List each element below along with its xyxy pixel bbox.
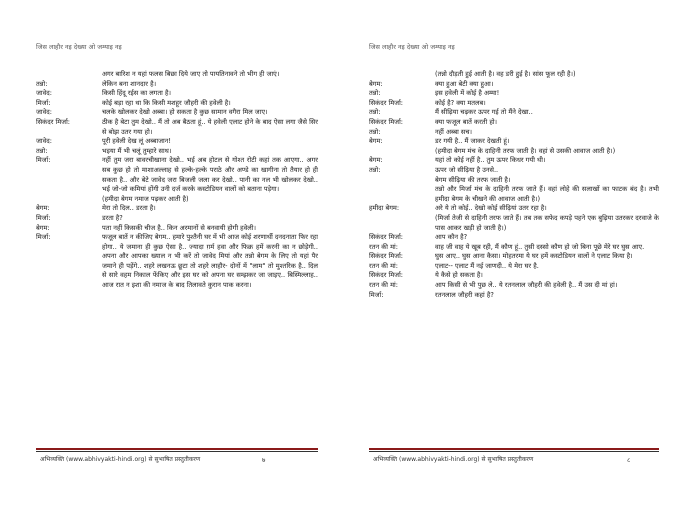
- speaker: तन्नो:: [369, 89, 381, 98]
- speaker: सिकंदर मिर्जा:: [369, 233, 403, 242]
- speaker: रतन की मां:: [369, 281, 398, 290]
- dialogue: डरता है?: [102, 213, 123, 222]
- dialogue-row: [36, 224, 318, 234]
- running-head: जिस लाहौर नइ देख्या ओ जम्याइ नइ: [36, 43, 122, 51]
- dialogue: क्या फजूल बातें करती हो।: [435, 117, 498, 126]
- dialogue: चलके खोलकर देखो अब्बा। हो सकता है कुछ सामान वगैरा मिल जाए।: [102, 108, 268, 117]
- dialogue: कोई है? क्या मतलब।: [435, 98, 486, 107]
- speaker: रतन की मां:: [369, 261, 398, 270]
- dialogue-row: [369, 99, 659, 109]
- dialogue-row: [369, 271, 659, 281]
- speaker: सिकंदर मिर्जा:: [369, 252, 403, 261]
- dialogue-row: [369, 233, 659, 243]
- dialogue-row: [369, 80, 659, 90]
- speaker: बेगम:: [369, 156, 383, 165]
- dialogue: घुस आए.. घुस आना कैसा। मोहतरमा ये घर हमें कस्टोडियन वालों ने एलाट किया है।: [435, 252, 633, 261]
- dialogue: कोई बड़ा रहा था कि किसी मशहूर जौहरी की हवेली है।: [102, 98, 231, 107]
- page-number: ७: [262, 456, 266, 464]
- running-head: जिस लाहौर नइ देख्या ओ जम्याइ नइ: [369, 43, 455, 51]
- dialogue: अगर बारिश न यहां फलस बिछा दिये जाए तो पायतिनावने तो भीग ही जाएं।: [102, 70, 280, 78]
- dialogue: अरे ये तो कोई.. देखो कोई सीढ़ियां उतर रहा है।: [435, 204, 547, 213]
- footer-rule-thin: [369, 451, 659, 452]
- dialogue: नहीं अब्बा सच।: [435, 127, 473, 136]
- dialogue-row: [36, 80, 318, 90]
- dialogue-row: [36, 137, 318, 147]
- speaker: जावेद:: [36, 89, 52, 98]
- speaker: [369, 70, 435, 80]
- dialogue: ये कैसे हो सकता है।: [435, 271, 483, 280]
- speaker: मिर्जा:: [36, 98, 51, 107]
- dialogue-row: [36, 214, 318, 224]
- dialogue: नहीं तुम जरा बावरचीखाना देखो.. भई अब होटल से गोश्त रोटी कहां तक आएगा.. अगर सब कुछ हो तो माशाअल्लाह से हल्के-हल्के पराठे और अण्डे का खागीना तो तैयार हो ही सकता है.. और बेटे जावेद जरा बिजली जला कर देखो.. पानी का नल भी खोलकर देखो.. भई जो-जो कमियां होंगी उनी दर्ज करके कस्टोडियन वालों को बताना पड़ेगा।: [102, 156, 318, 194]
- dialogue-row: [369, 243, 659, 253]
- speaker: तन्नो:: [369, 165, 381, 174]
- dialogue-row: [369, 252, 659, 262]
- dialogue-row: [36, 108, 318, 118]
- dialogue: इस हवेली में कोई है अम्मा!: [435, 89, 500, 98]
- speaker: मिर्जा:: [36, 233, 51, 242]
- dialogue: मेरा तो दिल.. डरता है।: [102, 204, 156, 213]
- dialogue-row: [36, 204, 318, 214]
- dialogue-row: [369, 128, 659, 138]
- speaker: हमीदा बेगम:: [369, 204, 400, 213]
- speaker: [369, 214, 435, 233]
- dialogue: ऊपर जो सीढ़िया है उनसे..: [435, 165, 499, 174]
- speaker: जावेद:: [36, 108, 52, 117]
- speaker: [36, 70, 102, 80]
- stage-direction-row: [369, 214, 659, 233]
- speaker: [36, 195, 102, 205]
- speaker: [369, 147, 435, 157]
- speaker: तन्नो:: [369, 127, 381, 136]
- footer-rule-thin: [36, 451, 318, 452]
- footer-credit: अभिव्यक्ति (www.abhivyakti-hindi.org) से सुभाषित प्रस्तुतीकरण: [40, 456, 201, 463]
- stage-direction-row: [369, 176, 659, 186]
- script-body: [36, 70, 318, 291]
- speaker: मिर्जा:: [36, 213, 51, 222]
- footer-credit: अभिव्यक्ति (www.abhivyakti-hindi.org) से सुभाषित प्रस्तुतीकरण: [373, 456, 534, 463]
- stage-direction: बेगम सीढ़िया की तरफ जाती है।: [435, 175, 511, 184]
- speaker: मिर्जा:: [36, 156, 51, 165]
- dialogue-row: [369, 137, 659, 147]
- stage-direction: (हमीदा बेगम नमाज पढ़कर आती है): [102, 194, 189, 203]
- dialogue: क्या हुआ बेटी क्या हुआ।: [435, 79, 494, 88]
- stage-direction: तन्नो और मिर्जा मंच के दाहिनी तरफ जाते हैं। वहां लोहे की सलाखों का फाटक बंद है। तभी हमीदा बेगम के चीखने की आवाज आती है।): [435, 185, 659, 203]
- footer-rule: [369, 448, 659, 450]
- dialogue-row: [369, 156, 659, 166]
- dialogue: रतनलाल जौहरी कहां है?: [435, 290, 494, 299]
- dialogue-row: [369, 291, 659, 301]
- dialogue: फजूल बातें न कीजिए बेगम.. हमारे पुश्तैनी घर में भी आज कोई शरणार्थी दनदनाता फिर रहा होगा.. ये जमाना ही कुछ ऐसा है.. ज्यादा ग़र्म हवा और फिक्र हमें करनी का न छोड़ेगी.. अपना और आपका ख्याल न भी करें तो जावेद मियां और तन्नो बेगम के लिए तो यहां पैर जमाने ही पड़ेंगे.. शहरे लखनऊ छूटा तो शहरे लाहौर- दोनों में "लाम" तो मुश्तरिक है.. दिल से सारे वहम निकाल फेंकिए और इस घर को अपना घर सम्झकर जा जाइए.. बिस्मिल्लाह.. आज रात न इशा की नमाज के बाद तिलावते कुरान पाक करना।: [102, 233, 318, 290]
- dialogue: आप कौन है?: [435, 233, 468, 242]
- dialogue-row: [369, 118, 659, 128]
- dialogue-row: [36, 147, 318, 157]
- dialogue: किसी हिंदू रईस का लगता है।: [102, 89, 171, 98]
- dialogue-row: [36, 89, 318, 99]
- dialogue: एलाट-- एलाट मैं नई जाणदी.. ये मेरा घर है.: [435, 261, 539, 270]
- dialogue: आप किसी से भी पुछ ले.. ये रतनलाल जौहरी की हवेली है.. मैं उस दी मां हां।: [435, 281, 618, 290]
- script-body: [369, 70, 659, 300]
- dialogue-row: [36, 233, 318, 291]
- speaker: सिकंदर मिर्जा:: [369, 271, 403, 280]
- speaker: मिर्जा:: [369, 290, 384, 299]
- dialogue-row: [36, 70, 318, 80]
- speaker: जावेद:: [36, 137, 52, 146]
- dialogue-row: [369, 108, 659, 118]
- speaker: बेगम:: [36, 204, 50, 213]
- dialogue: पूरी हवेली देख लूं अब्बाजान!: [102, 137, 171, 146]
- dialogue: मैं सीढ़िया चढ़कर ऊपर गई तो मैंने देखा..: [435, 108, 533, 117]
- dialogue-row: [369, 281, 659, 291]
- speaker: तन्नो:: [369, 108, 381, 117]
- dialogue-row: [36, 118, 318, 137]
- stage-direction-row: [369, 147, 659, 157]
- dialogue-row: [369, 262, 659, 272]
- speaker: [369, 185, 435, 204]
- speaker: रतन की मां:: [369, 242, 398, 251]
- right-page: [345, 0, 690, 518]
- stage-direction: (तन्नो दौड़ती हुई आती है। वह डरी हुई है। सांस फूल रही है।): [435, 70, 576, 78]
- dialogue: भइया मैं भी चलूं तुम्हारे साथ।: [102, 146, 172, 155]
- stage-direction-row: [36, 195, 318, 205]
- speaker: तन्नो:: [36, 79, 48, 88]
- footer-rule: [36, 448, 318, 450]
- speaker: तन्नो:: [36, 146, 48, 155]
- dialogue: यहां तो कोई नहीं है.. तुम ऊपर किधर गयी थी।: [435, 156, 546, 165]
- page-number: ८: [627, 456, 631, 464]
- dialogue: लेकिन बना शानदार है।: [102, 79, 157, 88]
- dialogue-row: [36, 99, 318, 109]
- speaker: बेगम:: [369, 79, 383, 88]
- dialogue: वाह जी वाह ये खूब रही, मैं कौण हूं.. तुसी दस्सो कौण हो जो बिना पूछे मेरे घर घुस आए.: [435, 242, 645, 251]
- stage-direction-row: [369, 185, 659, 204]
- dialogue: पता नहीं किसकी चीज है.. किन अरमानों से बनवायी होगी हवेली।: [102, 223, 256, 232]
- speaker: बेगम:: [36, 223, 50, 232]
- stage-direction: (हमीदा बेगम मंच के दाहिनी तरफ जाती है। वहां से उसकी आवाज आती है।): [435, 146, 616, 155]
- dialogue-row: [36, 156, 318, 194]
- speaker: [369, 176, 435, 186]
- speaker: बेगम:: [369, 137, 383, 146]
- speaker: सिकंदर मिर्जा:: [369, 117, 403, 126]
- stage-direction-row: [369, 70, 659, 80]
- dialogue-row: [369, 89, 659, 99]
- dialogue-row: [369, 166, 659, 176]
- stage-direction: (मिर्जा तेजी से दाहिनी तरफ जाते हैं। तब तक सफेद कपड़े पहने एक बुढ़िया उतरकर दरवाजे के पास आकर खड़ी हो जाती है।): [435, 213, 659, 232]
- dialogue: डर गयी है.. मैं जाकर देखती हूं।: [435, 137, 510, 146]
- speaker: सिकंदर मिर्जा:: [369, 98, 403, 107]
- dialogue-row: [369, 204, 659, 214]
- dialogue: ठीक है बेटा तुम देखो.. मैं तो अब बैठता हूं.. ये हवेली एलाट होने के बाद ऐसा लगा जैसे सिर से बोझ उतर गया हो।: [102, 117, 318, 136]
- speaker: सिकंदर मिर्जा:: [36, 117, 70, 126]
